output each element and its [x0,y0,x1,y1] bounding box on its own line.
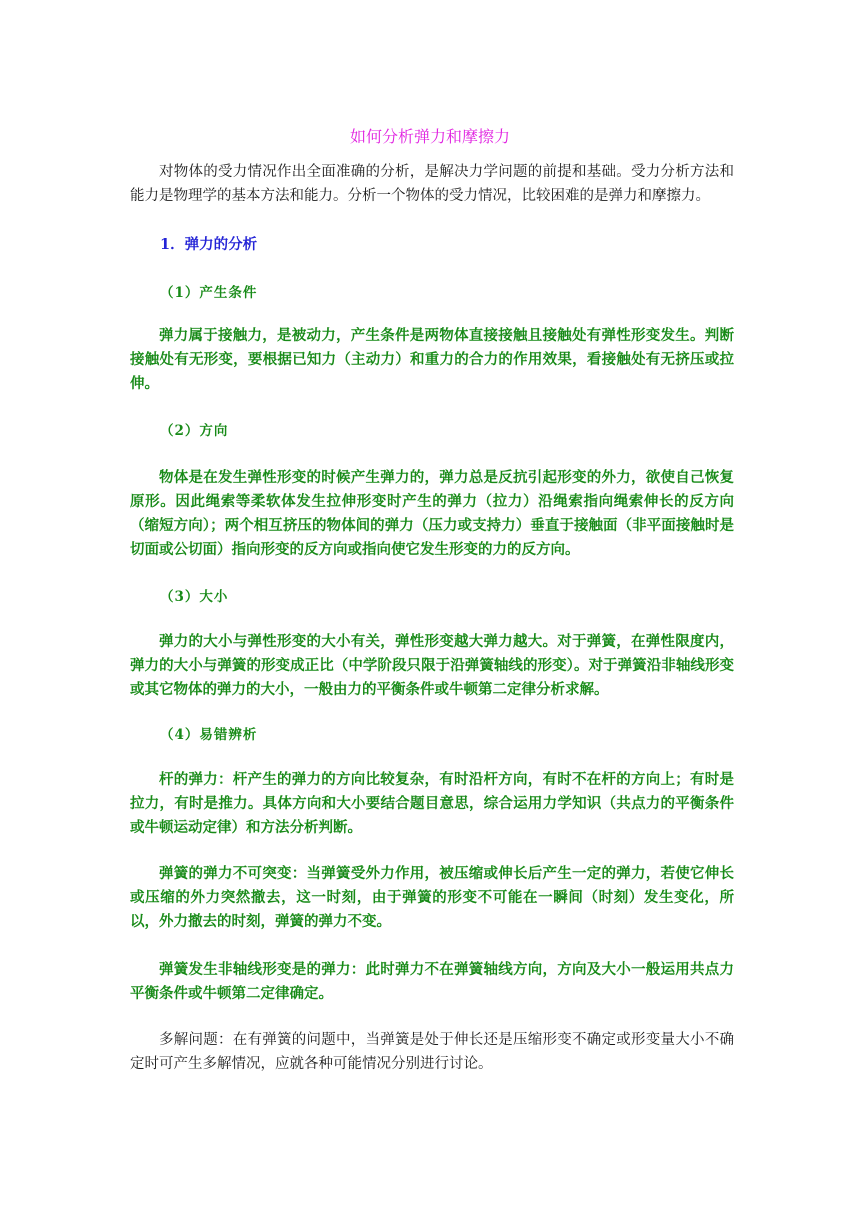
section-heading: 1．弹力的分析 [160,236,258,253]
subheading-conditions: （1）产生条件 [160,285,258,301]
subheading-direction: （2）方向 [160,423,229,439]
document-title: 如何分析弹力和摩擦力 [349,127,510,146]
paragraph-magnitude: 弹力的大小与弹性形变的大小有关，弹性形变越大弹力越大。对于弹簧，在弹性限度内，弹力的大小与弹簧的形变成正比（中学阶段只限于沿弹簧轴线的形变）。对于弹簧沿非轴线形变或其它物体的弹力的大小，一般由力的平衡条件或牛顿第二定律分析求解。 [130,633,734,698]
paragraph-direction: 物体是在发生弹性形变的时候产生弹力的，弹力总是反抗引起形变的外力，欲使自己恢复原形。因此绳索等柔软体发生拉伸形变时产生的弹力（拉力）沿绳索指向绳索伸长的反方向（缩短方向）；两个相互挤压的物体间的弹力（压力或支持力）垂直于接触面（非平面接触时是切面或公切面）指向形变的反方向或指向使它发生形变的力的反方向。 [130,469,734,558]
paragraph-spring-instant: 弹簧的弹力不可突变：当弹簧受外力作用，被压缩或伸长后产生一定的弹力，若使它伸长或压缩的外力突然撤去，这一时刻，由于弹簧的形变不可能在一瞬间（时刻）发生变化，所以，外力撤去的时刻，弹簧的弹力不变。 [130,865,734,930]
subheading-magnitude: （3）大小 [160,589,229,605]
subheading-pitfalls: （4）易错辨析 [160,727,258,743]
intro-paragraph: 对物体的受力情况作出全面准确的分析，是解决力学问题的前提和基础。受力分析方法和能力是物理学的基本方法和能力。分析一个物体的受力情况，比较困难的是弹力和摩擦力。 [130,164,734,204]
paragraph-multiple-solutions: 多解问题：在有弹簧的问题中，当弹簧是处于伸长还是压缩形变不确定或形变量大小不确定时可产生多解情况，应就各种可能情况分别进行讨论。 [130,1032,734,1072]
paragraph-spring-nonaxial: 弹簧发生非轴线形变是的弹力：此时弹力不在弹簧轴线方向，方向及大小一般运用共点力平衡条件或牛顿第二定律确定。 [130,961,734,1002]
paragraph-rod-force: 杆的弹力：杆产生的弹力的方向比较复杂，有时沿杆方向，有时不在杆的方向上；有时是拉力，有时是推力。具体方向和大小要结合题目意思，综合运用力学知识（共点力的平衡条件或牛顿运动定律）和方法分析判断。 [130,771,734,836]
paragraph-conditions: 弹力属于接触力，是被动力，产生条件是两物体直接接触且接触处有弹性形变发生。判断接触处有无形变，要根据已知力（主动力）和重力的合力的作用效果，看接触处有无挤压或拉伸。 [130,327,734,392]
